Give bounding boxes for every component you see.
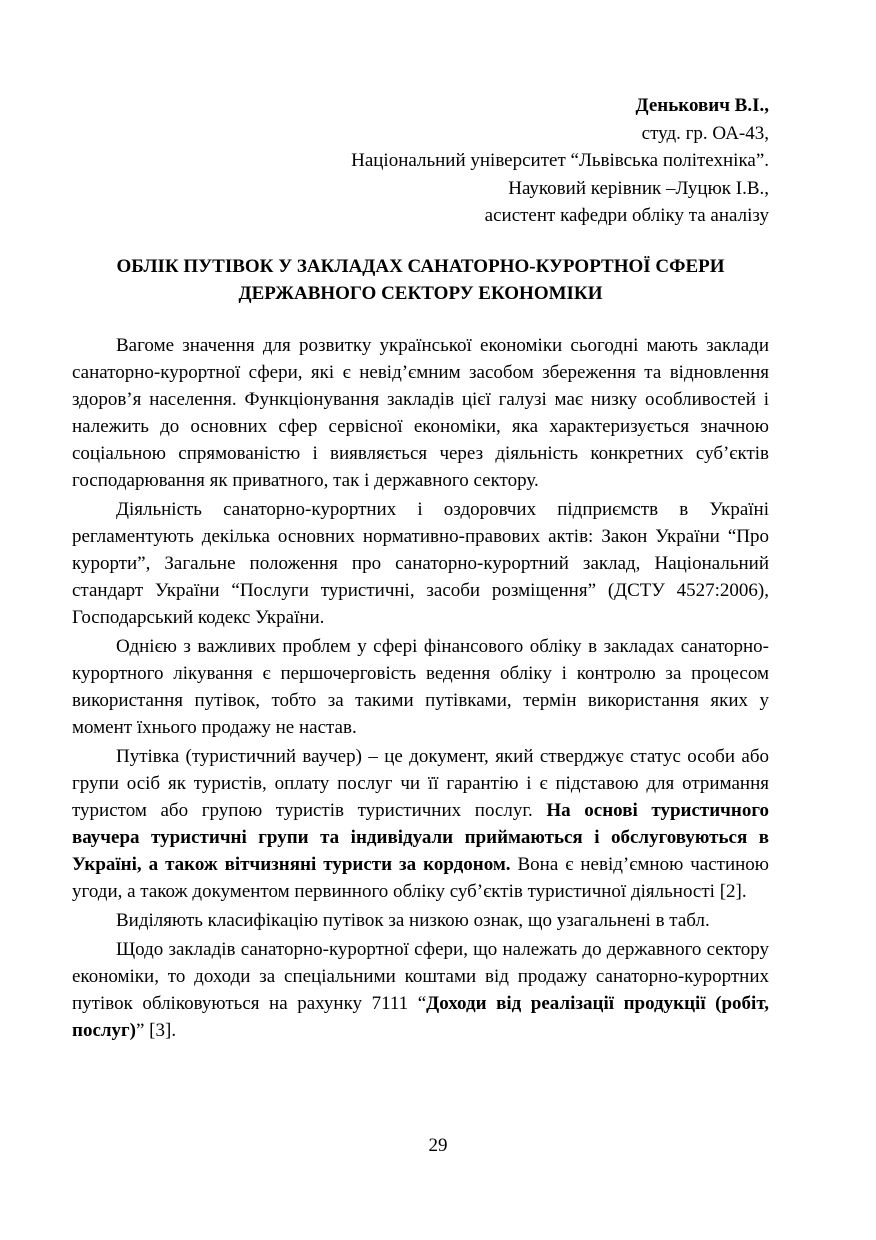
author-position: асистент кафедри обліку та аналізу — [484, 205, 769, 226]
paper-body — [72, 332, 769, 1046]
title-line-2: ДЕРЖАВНОГО СЕКТОРУ ЕКОНОМІКИ — [238, 283, 603, 304]
author-university: Національний університет “Львівська політехніка”. — [351, 150, 769, 171]
paragraph-2: Діяльність санаторно-курортних і оздоровчих підприємств в Україні регламентують декілька основних нормативно-правових актів: Закон України “Про курорти”, Загальне положення про санаторно-курортний заклад, Національний стандарт України “Послуги туристичні, засоби розміщення” (ДСТУ 4527:2006), Господарський кодекс України. — [72, 499, 769, 628]
paragraph-6-text-a: Щодо закладів санаторно-курортної сфери, що належать до державного сектору економіки, то доходи за спеціальними коштами від продажу санаторно-курортних путівок обліковуються на рахунку 7111 “ — [72, 939, 769, 1014]
paragraph-4-text-a: Путівка (туристичний ваучер) – це документ, який стверджує статус особи або групи осіб як туристів, оплату послуг чи її гарантію і є підставою для отримання туристом або групою туристів туристичних послуг. — [72, 746, 769, 821]
paragraph-6 — [72, 936, 769, 1044]
paragraph-4-bold: На основі туристичного ваучера туристичні групи та індивідуали приймаються і обслуговуються в Україні, а також вітчизняні туристи за кордоном. — [72, 800, 769, 875]
paragraph-4 — [72, 743, 769, 905]
author-name: Денькович В.І., — [635, 95, 769, 116]
author-block — [351, 92, 769, 230]
author-supervisor: Науковий керівник –Луцюк І.В., — [508, 177, 769, 199]
paragraph-5: Виділяють класифікацію путівок за низкою ознак, що узагальнені в табл. — [116, 910, 710, 931]
page-number: 29 — [428, 1135, 448, 1156]
paragraph-4-text-b: Вона є невід’ємною частиною угоди, а також документом первинного обліку суб’єктів туристичної діяльності [2]. — [72, 854, 769, 902]
author-group: студ. гр. ОА-43, — [641, 122, 769, 144]
title-line-1: ОБЛІК ПУТІВОК У ЗАКЛАДАХ САНАТОРНО-КУРОРТНОЇ СФЕРИ — [116, 256, 725, 277]
paragraph-1: Вагоме значення для розвитку української економіки сьогодні мають заклади санаторно-курортної сфери, які є невід’ємним засобом збереження та відновлення здоров’я населення. Функціонування закладів цієї галузі має низку особливостей і належить до основних сфер сервісної економіки, яка характеризується значною соціальною спрямованістю і виявляється через діяльність конкретних суб’єктів господарювання як приватного, так і державного сектору. — [72, 335, 769, 491]
paragraph-6-bold: Доходи від реалізації продукції (робіт, послуг) — [72, 993, 769, 1041]
paragraph-6-text-b: ” [3]. — [136, 1020, 177, 1041]
paragraph-3: Однією з важливих проблем у сфері фінансового обліку в закладах санаторно-курортного лікування є першочерговість ведення обліку і контролю за процесом використання путівок, тобто за такими путівками, термін використання яких у момент їхнього продажу не настав. — [72, 636, 769, 738]
paper-title — [72, 253, 769, 307]
